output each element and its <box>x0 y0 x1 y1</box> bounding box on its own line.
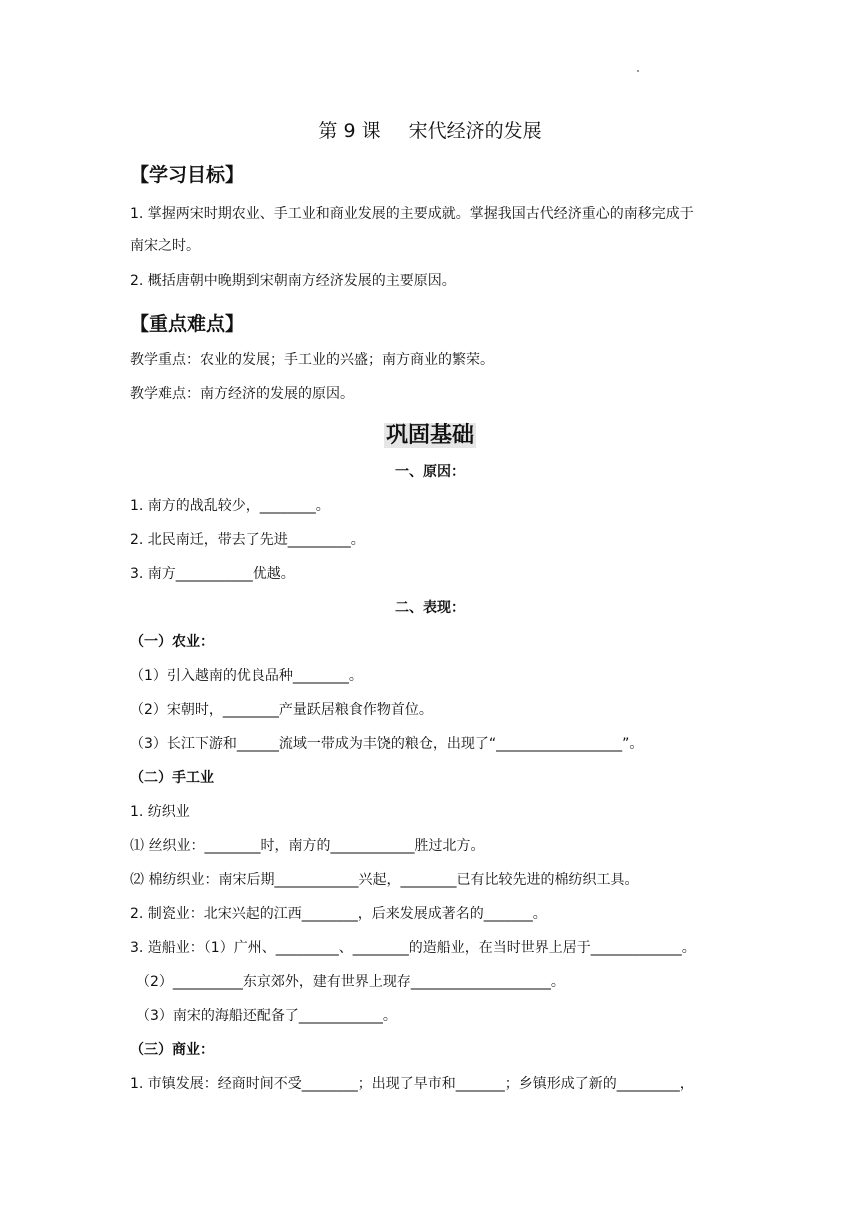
craft-3: ⑵ 棉纺织业：南宋后期____________兴起，________已有比较先进的棉纺织工具。 <box>130 872 639 888</box>
keypoints-heading: 【重点难点】 <box>130 313 245 335</box>
craft-4: 2. 制瓷业：北宋兴起的江西________，后来发展成著名的_______。 <box>130 906 547 922</box>
focus-line: 教学重点：农业的发展；手工业的兴盛；南方商业的繁荣。 <box>130 352 494 368</box>
craft-6: （2）__________东京郊外，建有世界上现存____________________。 <box>136 974 565 990</box>
agriculture-3: （3）长江下游和______流域一带成为丰饶的粮仓，出现了“__________________”。 <box>130 736 644 752</box>
consolidate-heading: 巩固基础 <box>385 423 474 448</box>
craft-2: ⑴ 丝织业：________时，南方的____________胜过北方。 <box>130 838 485 854</box>
agriculture-1: （1）引入越南的优良品种________。 <box>130 668 363 684</box>
goals-heading: 【学习目标】 <box>130 164 245 186</box>
reason-1: 1. 南方的战乱较少，________。 <box>130 498 330 514</box>
lesson-name: 宋代经济的发展 <box>408 120 542 142</box>
commerce-heading: （三）商业： <box>130 1042 214 1058</box>
goal-line-1: 1. 掌握两宋时期农业、手工业和商业发展的主要成就。掌握我国古代经济重心的南移完成于 <box>130 206 694 222</box>
goal-line-2: 南宋之时。 <box>130 238 200 254</box>
craft-1: 1. 纺织业 <box>130 804 190 820</box>
commerce-1: 1. 市镇发展：经商时间不受________；出现了早市和_______；乡镇形成了新的_________， <box>130 1076 694 1092</box>
craft-7: （3）南宋的海船还配备了____________。 <box>136 1008 397 1024</box>
craft-5: 3. 造船业：（1）广州、_________、________的造船业，在当时世界上居于_____________。 <box>130 940 696 956</box>
lesson-title <box>0 116 860 143</box>
goal-line-3: 2. 概括唐朝中晚期到宋朝南方经济发展的主要原因。 <box>130 273 456 289</box>
agriculture-2: （2）宋朝时，________产量跃居粮食作物首位。 <box>130 702 433 718</box>
reason-2: 2. 北民南迁，带去了先进_________。 <box>130 532 365 548</box>
craft-heading: （二）手工业 <box>130 770 214 786</box>
performance-heading: 二、表现： <box>395 600 465 616</box>
header-dot <box>637 70 639 72</box>
difficulty-line: 教学难点：南方经济的发展的原因。 <box>130 386 354 402</box>
agriculture-heading: （一）农业： <box>130 634 214 650</box>
lesson-number: 第 9 课 <box>318 120 381 142</box>
reasons-heading: 一、原因： <box>395 464 465 480</box>
reason-3: 3. 南方___________优越。 <box>130 566 295 582</box>
